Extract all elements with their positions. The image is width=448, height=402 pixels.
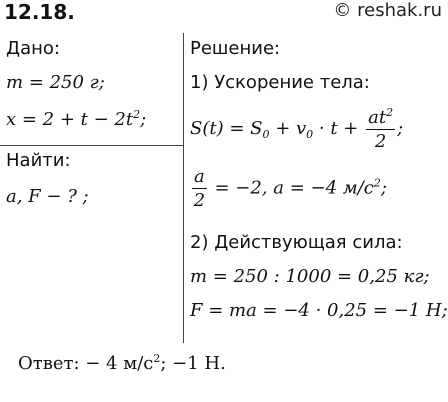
given-label: Дано:: [6, 38, 60, 59]
formula-mid: + v: [269, 118, 307, 139]
answer-prefix: Ответ: − 4 м/с: [18, 353, 154, 374]
formula-mid2: · t +: [313, 118, 365, 139]
column-divider: [183, 33, 184, 343]
solution-label: Решение:: [190, 38, 281, 59]
find-unknowns: a, F − ? ;: [6, 186, 89, 207]
formula-end: ;: [397, 118, 404, 139]
given-law: [6, 108, 146, 130]
force-calculation: F = ma = −4 · 0,25 = −1 Н;: [190, 300, 448, 321]
find-label: Найти:: [6, 150, 71, 171]
given-law-end: ;: [140, 109, 147, 130]
formula-fraction: [366, 106, 395, 152]
given-find-divider: [0, 145, 183, 146]
answer-power: 2: [153, 352, 161, 365]
step2-title: 2) Действующая сила:: [190, 232, 403, 253]
ratio-end: ;: [380, 177, 387, 199]
kinematics-formula: [190, 106, 403, 152]
formula-frac-num: at: [368, 107, 387, 128]
ratio-rhs: = −2, a = −4 м/с: [208, 177, 374, 199]
problem-number: 12.18.: [4, 0, 75, 24]
ratio-num: a: [194, 166, 205, 187]
acceleration-ratio: [190, 166, 387, 211]
ratio-den: 2: [193, 190, 206, 211]
mass-conversion: m = 250 : 1000 = 0,25 кг;: [190, 266, 430, 287]
formula-left: S(t) = S: [190, 118, 263, 139]
formula-sub0: 0: [262, 128, 270, 141]
answer-line: [18, 352, 226, 374]
ratio-fraction: [192, 166, 207, 211]
given-law-base: x = 2 + t − 2t: [6, 109, 134, 130]
ratio-pow: 2: [373, 176, 381, 190]
formula-frac-den: 2: [374, 131, 387, 152]
watermark: © reshak.ru: [333, 0, 442, 21]
given-law-power: 2: [133, 108, 141, 121]
given-mass: m = 250 г;: [6, 72, 105, 93]
step1-title: 1) Ускорение тела:: [190, 72, 370, 93]
formula-sub1: 0: [306, 128, 314, 141]
formula-frac-pow: 2: [386, 106, 394, 119]
answer-suffix: ; −1 Н.: [160, 353, 226, 374]
